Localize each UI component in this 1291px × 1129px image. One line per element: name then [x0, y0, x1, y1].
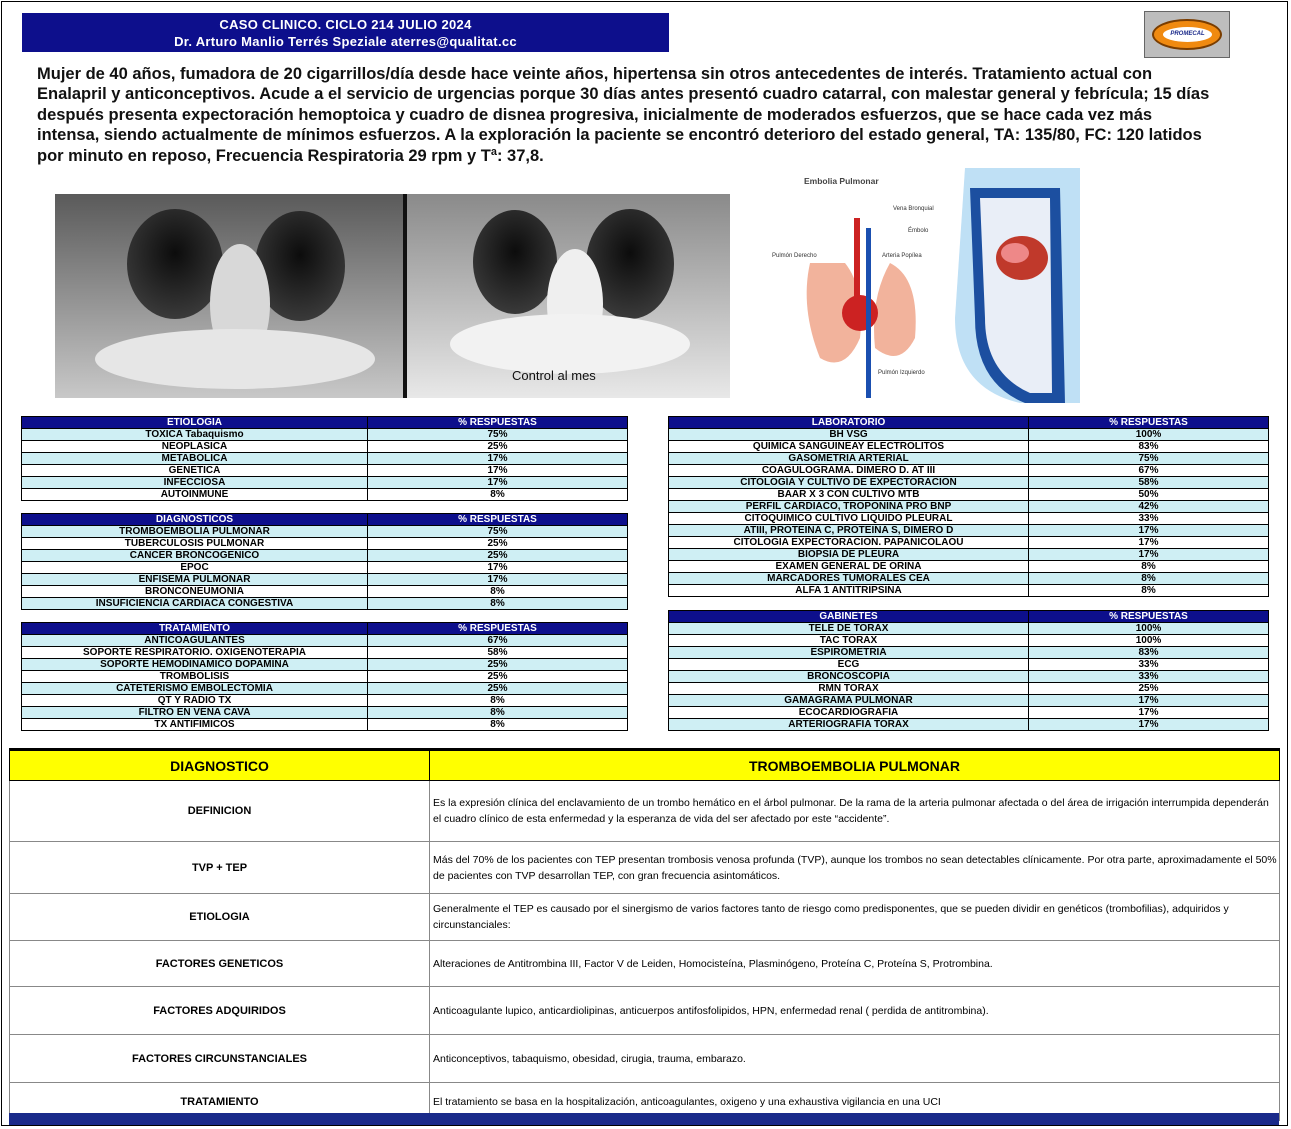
laboratorio-pct-header: % RESPUESTAS — [1029, 417, 1269, 429]
gabinetes-item: GAMAGRAMA PULMONAR — [669, 695, 1029, 707]
table-row — [669, 635, 1269, 647]
tratamiento-item: CATETERISMO EMBOLECTOMIA — [22, 683, 368, 695]
table-row — [669, 647, 1269, 659]
table-row — [22, 453, 628, 465]
laboratorio-percent: 67% — [1029, 465, 1269, 477]
summary-text: Anticonceptivos, tabaquismo, obesidad, cirugia, trauma, embarazo. — [430, 1035, 1280, 1083]
gabinetes-table — [668, 610, 1269, 731]
etiologia-percent: 8% — [368, 489, 628, 501]
table-row — [22, 683, 628, 695]
table-row — [669, 659, 1269, 671]
illustration-title: Embolia Pulmonar — [804, 176, 879, 186]
laboratorio-percent: 33% — [1029, 513, 1269, 525]
diagnosticos-item: TUBERCULOSIS PULMONAR — [22, 538, 368, 550]
etiologia-table — [21, 416, 628, 501]
etiologia-item: INFECCIOSA — [22, 477, 368, 489]
laboratorio-item: CITOQUIMICO CULTIVO LIQUIDO PLEURAL — [669, 513, 1029, 525]
summary-label: FACTORES GENETICOS — [10, 941, 430, 987]
gabinetes-item: RMN TORAX — [669, 683, 1029, 695]
summary-label: DEFINICION — [10, 781, 430, 842]
table-row — [669, 477, 1269, 489]
table-row — [669, 573, 1269, 585]
diagnosticos-item: EPOC — [22, 562, 368, 574]
table-row — [669, 453, 1269, 465]
summary-row — [10, 987, 1280, 1035]
laboratorio-item: BIOPSIA DE PLEURA — [669, 549, 1029, 561]
summary-row — [10, 842, 1280, 894]
tratamiento-item: ANTICOAGULANTES — [22, 635, 368, 647]
gabinetes-percent: 100% — [1029, 635, 1269, 647]
etiologia-percent: 25% — [368, 441, 628, 453]
gabinetes-item: BRONCOSCOPIA — [669, 671, 1029, 683]
gabinetes-item: ECOCARDIOGRAFIA — [669, 707, 1029, 719]
table-row — [22, 441, 628, 453]
laboratorio-percent: 8% — [1029, 585, 1269, 597]
tratamiento-item: QT Y RADIO TX — [22, 695, 368, 707]
footer-bar — [9, 1113, 1279, 1125]
gabinetes-item: TAC TORAX — [669, 635, 1029, 647]
gabinetes-item: ARTERIOGRAFIA TORAX — [669, 719, 1029, 731]
tratamiento-percent: 25% — [368, 683, 628, 695]
summary-text: Más del 70% de los pacientes con TEP presentan trombosis venosa profunda (TVP), aunque los trombos no sean detectables clínicamente. Por otra parte, aproximadamente el 50% de pacientes con TVP desarrollan TEP, con gran frecuencia asintomáticos. — [430, 842, 1280, 894]
laboratorio-item: COAGULOGRAMA. DIMERO D. AT III — [669, 465, 1029, 477]
tratamiento-percent: 8% — [368, 695, 628, 707]
etiologia-percent: 17% — [368, 465, 628, 477]
tratamiento-table — [21, 622, 628, 731]
laboratorio-percent: 17% — [1029, 537, 1269, 549]
tratamiento-percent: 67% — [368, 635, 628, 647]
summary-text: Generalmente el TEP es causado por el sinergismo de varios factores tanto de riesgo como predisponentes, que se pueden dividir en genéticos (trombofilias), adquiridos y circunstanciales: — [430, 894, 1280, 941]
table-row — [22, 598, 628, 610]
etiologia-pct-header: % RESPUESTAS — [368, 417, 628, 429]
case-header — [22, 13, 669, 52]
gabinetes-item: ESPIROMETRIA — [669, 647, 1029, 659]
laboratorio-percent: 50% — [1029, 489, 1269, 501]
table-row — [22, 526, 628, 538]
tratamiento-header: TRATAMIENTO — [22, 623, 368, 635]
table-row — [669, 465, 1269, 477]
header-author: Dr. Arturo Manlio Terrés Speziale aterres@qualitat.cc — [174, 34, 517, 49]
laboratorio-item: BAAR X 3 CON CULTIVO MTB — [669, 489, 1029, 501]
laboratorio-item: CITOLOGIA EXPECTORACION. PAPANICOLAOU — [669, 537, 1029, 549]
table-row — [22, 489, 628, 501]
gabinetes-percent: 17% — [1029, 707, 1269, 719]
table-row — [22, 477, 628, 489]
table-row — [22, 707, 628, 719]
label-arteria-popilea: Arteria Popílea — [882, 253, 922, 259]
gabinetes-percent: 33% — [1029, 659, 1269, 671]
tratamiento-item: FILTRO EN VENA CAVA — [22, 707, 368, 719]
summary-text: Es la expresión clínica del enclavamiento de un trombo hemático en el árbol pulmonar. De la rama de la arteria pulmonar afectada o del área de irrigación interrumpida dependerán el cuadro clínico de esta enfermedad y la esperanza de vida del ser afectado por este “accidente”. — [430, 781, 1280, 842]
table-row — [669, 671, 1269, 683]
diagnosticos-header: DIAGNOSTICOS — [22, 514, 368, 526]
summary-head-left: DIAGNOSTICO — [10, 750, 430, 781]
gabinetes-percent: 33% — [1029, 671, 1269, 683]
laboratorio-percent: 17% — [1029, 549, 1269, 561]
gabinetes-percent: 100% — [1029, 623, 1269, 635]
table-row — [22, 635, 628, 647]
etiologia-item: GENETICA — [22, 465, 368, 477]
table-row — [669, 623, 1269, 635]
summary-row — [10, 1035, 1280, 1083]
diagnosticos-item: TROMBOEMBOLIA PULMONAR — [22, 526, 368, 538]
laboratorio-percent: 58% — [1029, 477, 1269, 489]
summary-text: Alteraciones de Antitrombina III, Factor V de Leiden, Homocisteína, Plasminógeno, Proteína C, Proteína S, Protrombina. — [430, 941, 1280, 987]
diagnosticos-item: ENFISEMA PULMONAR — [22, 574, 368, 586]
etiologia-percent: 17% — [368, 453, 628, 465]
laboratorio-percent: 17% — [1029, 525, 1269, 537]
tratamiento-percent: 58% — [368, 647, 628, 659]
diagnosticos-table — [21, 513, 628, 610]
table-row — [22, 538, 628, 550]
table-row — [669, 525, 1269, 537]
summary-head-right: TROMBOEMBOLIA PULMONAR — [430, 750, 1280, 781]
chest-xray-image — [55, 194, 730, 398]
gabinetes-item: TELE DE TORAX — [669, 623, 1029, 635]
diagnosticos-percent: 8% — [368, 598, 628, 610]
summary-label: TVP + TEP — [10, 842, 430, 894]
table-row — [22, 671, 628, 683]
table-row — [22, 465, 628, 477]
etiologia-item: METABOLICA — [22, 453, 368, 465]
laboratorio-percent: 8% — [1029, 561, 1269, 573]
promecal-logo — [1144, 11, 1230, 58]
table-row — [669, 513, 1269, 525]
gabinetes-item: ECG — [669, 659, 1029, 671]
diagnosticos-item: BRONCONEUMONIA — [22, 586, 368, 598]
summary-text: El tratamiento se basa en la hospitalización, anticoagulantes, oxigeno y una exhaustiva vigilancia en una UCI — [430, 1083, 1280, 1121]
table-row — [22, 659, 628, 671]
laboratorio-percent: 75% — [1029, 453, 1269, 465]
summary-label: FACTORES ADQUIRIDOS — [10, 987, 430, 1035]
xray-caption: Control al mes — [512, 368, 596, 383]
logo-text: PROMECAL — [1163, 27, 1212, 42]
table-row — [669, 707, 1269, 719]
laboratorio-item: MARCADORES TUMORALES CEA — [669, 573, 1029, 585]
table-row — [669, 429, 1269, 441]
summary-label: ETIOLOGIA — [10, 894, 430, 941]
gabinetes-percent: 17% — [1029, 719, 1269, 731]
table-row — [22, 647, 628, 659]
laboratorio-percent: 8% — [1029, 573, 1269, 585]
gabinetes-percent: 17% — [1029, 695, 1269, 707]
laboratorio-percent: 100% — [1029, 429, 1269, 441]
etiologia-percent: 75% — [368, 429, 628, 441]
table-row — [669, 695, 1269, 707]
table-row — [669, 441, 1269, 453]
tratamiento-item: SOPORTE RESPIRATORIO. OXIGENOTERAPIA — [22, 647, 368, 659]
pulmonary-embolism-illustration — [772, 168, 1080, 403]
etiologia-item: TOXICA Tabaquismo — [22, 429, 368, 441]
table-row — [22, 586, 628, 598]
table-row — [669, 683, 1269, 695]
diagnosticos-item: INSUFICIENCIA CARDIACA CONGESTIVA — [22, 598, 368, 610]
diagnosticos-percent: 8% — [368, 586, 628, 598]
laboratorio-header: LABORATORIO — [669, 417, 1029, 429]
laboratorio-item: PERFIL CARDIACO, TROPONINA PRO BNP — [669, 501, 1029, 513]
diagnosticos-percent: 17% — [368, 562, 628, 574]
tratamiento-item: SOPORTE HEMODINAMICO DOPAMINA — [22, 659, 368, 671]
tratamiento-item: TX ANTIFIMICOS — [22, 719, 368, 731]
etiologia-percent: 17% — [368, 477, 628, 489]
table-row — [22, 562, 628, 574]
case-description: Mujer de 40 años, fumadora de 20 cigarrillos/día desde hace veinte años, hipertensa sin otros antecedentes de interés. Tratamiento actual con Enalapril y anticonceptivos. Acude a el servicio de urgencias porque 30 días antes presentó cuadro catarral, con malestar general y febrícula; 15 días después presenta expectoración hemoptoica y cuadro de disnea progresiva, inicialmente de moderados esfuerzos, que se hace cada vez más intensa, siendo actualmente de mínimos esfuerzos. A la exploración la paciente se encontró deterioro del estado general, TA: 135/80, FC: 120 latidos por minuto en reposo, Frecuencia Respiratoria 29 rpm y Tª: 37,8. — [37, 65, 1210, 165]
gabinetes-header: GABINETES — [669, 611, 1029, 623]
tratamiento-pct-header: % RESPUESTAS — [368, 623, 628, 635]
gabinetes-percent: 83% — [1029, 647, 1269, 659]
laboratorio-item: BH VSG — [669, 429, 1029, 441]
table-row — [669, 719, 1269, 731]
table-row — [22, 695, 628, 707]
summary-row — [10, 894, 1280, 941]
etiologia-item: NEOPLASICA — [22, 441, 368, 453]
tratamiento-percent: 25% — [368, 671, 628, 683]
diagnosticos-percent: 75% — [368, 526, 628, 538]
label-embolo: Émbolo — [908, 228, 929, 234]
summary-text: Anticoagulante lupico, anticardiolipinas, anticuerpos antifosfolipidos, HPN, enfermedad renal ( perdida de antitrombina). — [430, 987, 1280, 1035]
gabinetes-pct-header: % RESPUESTAS — [1029, 611, 1269, 623]
table-row — [669, 501, 1269, 513]
etiologia-header: ETIOLOGIA — [22, 417, 368, 429]
tratamiento-percent: 8% — [368, 719, 628, 731]
laboratorio-item: CITOLOGÍA Y CULTIVO DE EXPECTORACION — [669, 477, 1029, 489]
laboratorio-item: QUIMICA SANGUINEAY ELECTROLITOS — [669, 441, 1029, 453]
table-row — [22, 429, 628, 441]
diagnosticos-percent: 25% — [368, 550, 628, 562]
header-title: CASO CLINICO. CICLO 214 JULIO 2024 — [219, 17, 472, 32]
table-row — [669, 561, 1269, 573]
laboratorio-item: ATIII, PROTEINA C, PROTEINA S, DIMERO D — [669, 525, 1029, 537]
label-pulmon-izquierdo: Pulmón Izquierdo — [878, 370, 925, 376]
laboratorio-item: ALFA 1 ANTITRIPSINA — [669, 585, 1029, 597]
diagnosticos-pct-header: % RESPUESTAS — [368, 514, 628, 526]
table-row — [669, 537, 1269, 549]
diagnosticos-percent: 25% — [368, 538, 628, 550]
diagnosticos-item: CANCER BRONCOGENICO — [22, 550, 368, 562]
gabinetes-percent: 25% — [1029, 683, 1269, 695]
tratamiento-item: TROMBOLISIS — [22, 671, 368, 683]
table-row — [669, 585, 1269, 597]
table-row — [22, 574, 628, 586]
tratamiento-percent: 25% — [368, 659, 628, 671]
tratamiento-percent: 8% — [368, 707, 628, 719]
laboratorio-percent: 83% — [1029, 441, 1269, 453]
label-pulmon-derecho: Pulmón Derecho — [772, 253, 817, 259]
laboratorio-item: EXAMEN GENERAL DE ORINA — [669, 561, 1029, 573]
table-row — [22, 719, 628, 731]
summary-row — [10, 941, 1280, 987]
laboratorio-table — [668, 416, 1269, 597]
table-row — [669, 489, 1269, 501]
table-row — [669, 549, 1269, 561]
laboratorio-item: GASOMETRIA ARTERIAL — [669, 453, 1029, 465]
summary-row — [10, 781, 1280, 842]
laboratorio-percent: 42% — [1029, 501, 1269, 513]
label-vena-bronquial: Vena Bronquial — [893, 206, 934, 212]
summary-label: FACTORES CIRCUNSTANCIALES — [10, 1035, 430, 1083]
diagnosis-summary-table — [9, 748, 1280, 1121]
summary-label: TRATAMIENTO — [10, 1083, 430, 1121]
diagnosticos-percent: 17% — [368, 574, 628, 586]
table-row — [22, 550, 628, 562]
etiologia-item: AUTOINMUNE — [22, 489, 368, 501]
